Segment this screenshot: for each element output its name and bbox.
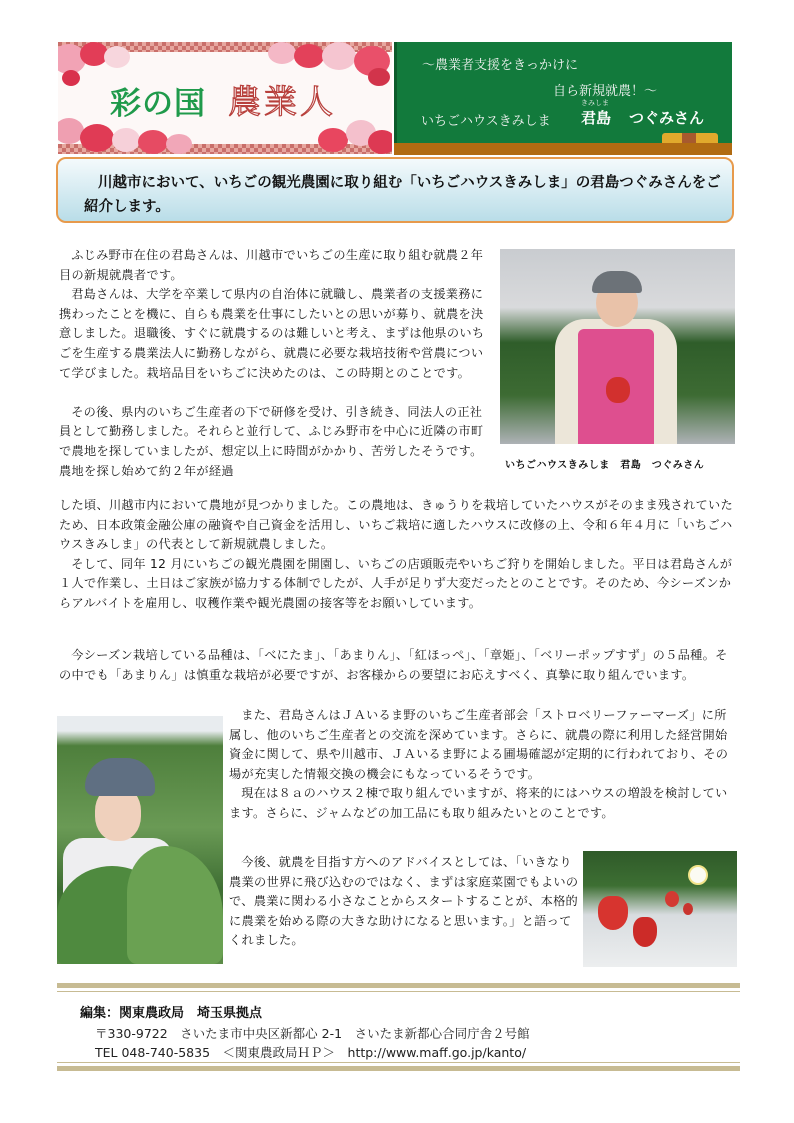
plum-blossom-icon xyxy=(166,134,192,154)
plum-blossom-icon xyxy=(62,70,80,86)
plum-blossom-icon xyxy=(322,42,356,70)
strawberry-icon xyxy=(683,903,693,915)
plum-blossom-icon xyxy=(80,124,114,152)
paragraph-training: その後、県内のいちご生産者の下で研修を受け、引き続き、同法人の正社員として勤務しました。それらと並行して、ふじみ野市を中心に近隣の市町で農地を探していましたが、想定以上に時間がかかり、苦労したそうです。農地を探し始めて約２年が経過 xyxy=(59,404,484,478)
photo-caption: いちごハウスきみしま 君島 つぐみさん xyxy=(505,460,705,471)
paragraph-spacer xyxy=(59,383,491,403)
paragraph-opening: そして、同年 12 月にいちごの観光農園を開園し、いちごの店頭販売やいちご狩りを開始しました。平日は君島さんが１人で作業し、土日はご家族が協力する体制でしたが、人手が足りず大変だったとのことです。そのため、今シーズンからアルバイトを雇用し、収穫作業や観光農園の接客等をお願いしています。 xyxy=(59,556,733,610)
plum-blossom-icon xyxy=(104,46,130,68)
photo-field-work xyxy=(57,716,223,964)
article-column-narrow xyxy=(59,246,491,481)
board-subtitle-line1: ～農業者支援をきっかけに xyxy=(422,58,579,73)
plum-blossom-icon xyxy=(268,42,296,64)
footer-rule-bottom-thin xyxy=(57,1062,740,1063)
paragraph-background: 君島さんは、大学を卒業して県内の自治体に就職し、農業者の支援業務に携わったことを機に、自らも農業を仕事にしたいとの思いが募り、就農を決意しました。退職後、すぐに就農するのは難しいと考え、まずは他県のいちごを生産する農業法人に勤務しながら、就農に必要な栽培技術や営農について学びました。栽培品目をいちごに決めたのは、この時期とのことです。 xyxy=(59,287,485,380)
article-column-wide xyxy=(59,496,739,614)
footer-rule-top-thin xyxy=(57,991,740,992)
board-given-name: つぐみさん xyxy=(629,109,705,127)
plum-blossom-icon xyxy=(294,44,324,68)
strawberry-flower-icon xyxy=(688,865,708,885)
footer-address: 〒330-9722 さいたま市中央区新都心 2-1 さいたま新都心合同庁舎２号館 xyxy=(95,1026,530,1041)
board-subtitle-line2: 自ら新規就農！～ xyxy=(553,84,658,99)
banner-title-nogyojin: 農業人 xyxy=(228,82,336,121)
footer-contact: TEL 048-740-5835 ＜関東農政局ＨＰ＞ http://www.maff.go.jp/kanto/ xyxy=(95,1045,527,1060)
photo-leaf xyxy=(127,846,223,964)
banner-title-sainokuni: 彩の国 xyxy=(110,86,206,122)
paragraph-farmland: した頃、川越市内において農地が見つかりました。この農地は、きゅうりを栽培していたハウスがそのまま残されていたため、日本政策金融公庫の融資や自己資金を活用し、いちご栽培に適したハウスに改修の上、令和６年４月に「いちごハウスきみしま」の代表として新規就農しました。 xyxy=(59,498,733,552)
photo-portrait xyxy=(500,249,735,444)
article-column-advice xyxy=(229,853,581,951)
paragraph-profile: ふじみ野市在住の君島さんは、川越市でいちごの生産に取り組む就農２年目の新規就農者です。 xyxy=(59,248,484,282)
intro-box xyxy=(56,157,734,223)
strawberry-icon xyxy=(665,891,679,907)
strawberry-icon xyxy=(606,377,630,403)
paragraph-advice: 今後、就農を目指す方へのアドバイスとしては、「いきなり農業の世界に飛び込むのではなく、まずは家庭菜園でもよいので、農業に関わる小さなことからスタートすることが、本格的に農業を始める際の大きな助けになると思います。」と語ってくれました。 xyxy=(229,855,579,948)
plum-blossom-icon xyxy=(368,68,390,86)
plum-blossom-icon xyxy=(112,128,140,152)
paragraph-association: また、君島さんはＪＡいるま野のいちご生産者部会「ストロベリーファーマーズ」に所属し、他のいちご生産者との交流を深めています。さらに、就農の際に利用した経営開始資金に関して、県や川越市、ＪＡいるま野による圃場確認が定期的に行われており、その場が充実した情報交換の機会にもなっているそうです。 xyxy=(229,708,729,781)
footer-rule-top xyxy=(57,983,740,988)
photo-cap xyxy=(592,271,642,293)
photo-cap xyxy=(85,758,155,796)
paragraph-varieties: 今シーズン栽培している品種は、「べにたま」、「あまりん」、「紅ほっぺ」、「章姫」、「ベリーポップすず」の５品種。その中でも「あまりん」は慎重な栽培が必要ですが、お客様からの要望にお応えすべく、真摯に取り組んでいます。 xyxy=(59,648,728,682)
intro-text: 川越市において、いちごの観光農園に取り組む「いちごハウスきみしま」の君島つぐみさんをご紹介します。 xyxy=(84,175,721,215)
photo-strawberries xyxy=(583,851,737,967)
strawberry-icon xyxy=(633,917,657,947)
plum-blossom-icon xyxy=(368,130,392,154)
board-surname: 君島 xyxy=(581,109,612,127)
article-column-right xyxy=(229,706,737,824)
footer-editor: 編集：関東農政局 埼玉県拠点 xyxy=(80,1006,263,1021)
title-banner xyxy=(58,42,392,154)
plum-blossom-icon xyxy=(138,130,168,154)
board-name-ruby: きみしま xyxy=(581,99,609,107)
board-farm-name: いちごハウスきみしま xyxy=(421,114,551,129)
paragraph-future: 現在は８ａのハウス２棟で取り組んでいますが、将来的にはハウスの増設を検討しています。さらに、ジャムなどの加工品にも取り組みたいとのことです。 xyxy=(229,786,728,820)
eraser-band xyxy=(682,133,696,143)
strawberry-icon xyxy=(598,896,628,930)
article-column-varieties xyxy=(59,646,739,685)
chalkboard-ledge xyxy=(394,143,732,155)
plum-blossom-icon xyxy=(318,128,348,152)
footer-rule-bottom xyxy=(57,1066,740,1071)
